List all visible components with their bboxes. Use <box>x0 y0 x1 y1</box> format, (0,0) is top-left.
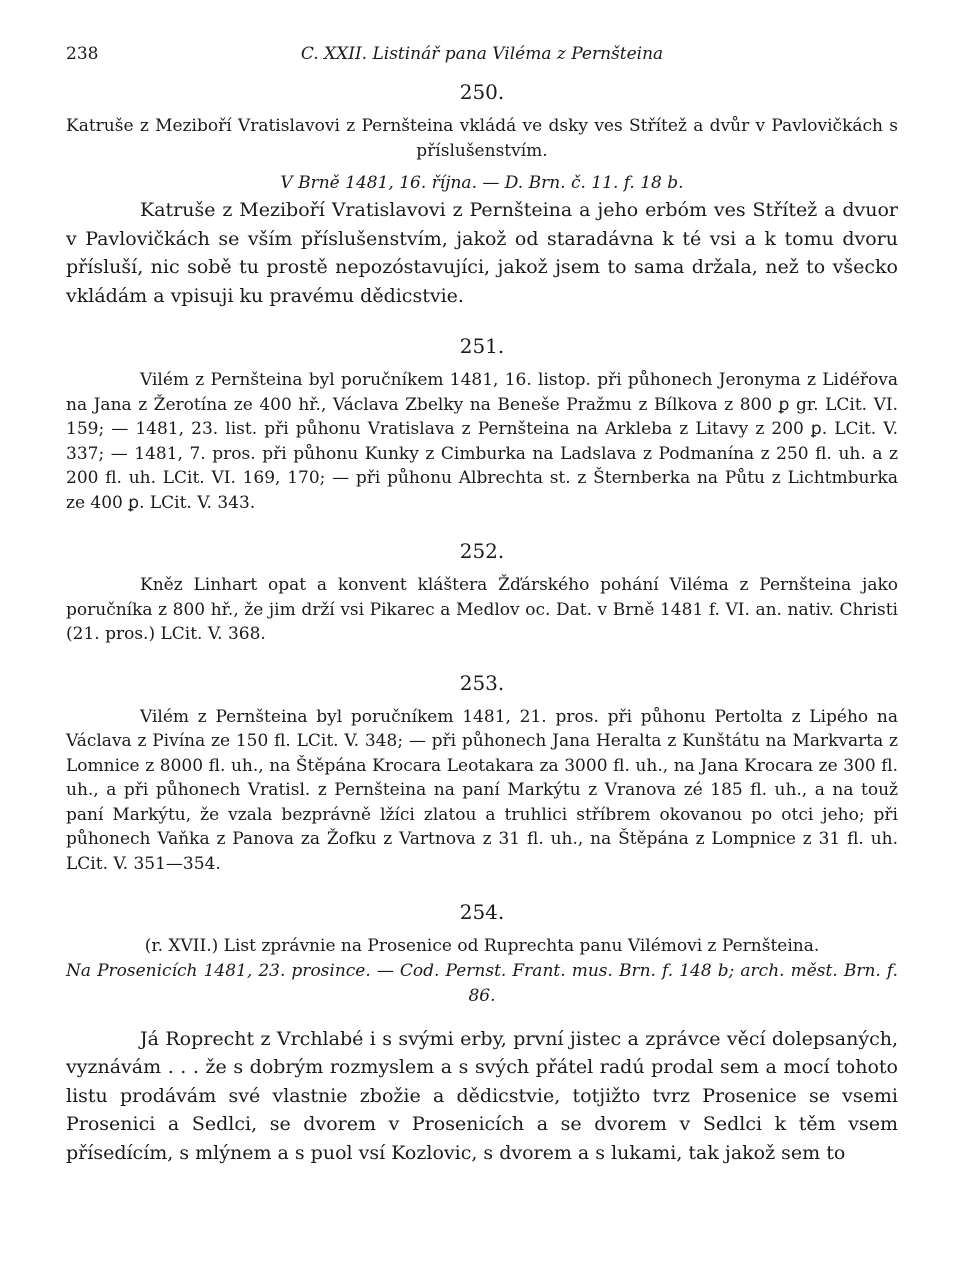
entry-number: 253. <box>459 670 505 695</box>
page-header <box>66 44 898 70</box>
entry-summary: Katruše z Meziboří Vratislavovi z Pernšteina vkládá ve dsky ves Střítež a dvůr v Pavlovičkách s příslušenstvím. <box>66 116 898 161</box>
running-head: C. XXII. Listinář pana Viléma z Pernšteina <box>300 44 664 64</box>
page-number: 238 <box>66 44 99 64</box>
entry-254 <box>66 898 898 1167</box>
entry-251 <box>66 332 898 515</box>
entry-250 <box>66 78 898 310</box>
entry-number: 252. <box>459 539 505 563</box>
entry-summary: (r. XVII.) List zprávnie na Prosenice od Ruprechta panu Vilémovi z Pernšteina. <box>144 936 820 956</box>
entry-253 <box>66 669 898 877</box>
entry-252 <box>66 537 898 647</box>
entry-number: 254. <box>459 900 505 924</box>
entry-text: Já Roprecht z Vrchlabé i s svými erby, první jistec a zprávce věcí dolepsaných, vyznávám . . . že s dobrým rozmyslem a s svých přátel radú prodal sem a mocí tohoto listu prodávám své vlastnie zbožie a dědicstvie, totjižto tvrz Prosenice se vsemi Prosenici a Sedlci, se dvorem v Prosenicích a se dvorem v Sedlci k těm vsem přísedícím, s mlýnem a s puol vsí Kozlovic, s dvorem a s lukami, tak jakož sem to <box>66 1027 898 1164</box>
entry-number: 250. <box>459 80 505 104</box>
entry-summary: Vilém z Pernšteina byl poručníkem 1481, 21. pros. při půhonu Pertolta z Lipého na Václava z Pivína ze 150 fl. LCit. V. 348; — při půhonech Jana Heralta z Kunštátu na Markvarta z Lomnice z 8000 fl. uh., na Štěpána Krocara Leotakara za 3000 fl. uh., na Jana Krocara ze 300 fl. uh., a při půhonech Vratisl. z Pernšteina na paní Markýtu z Vranova zé 185 fl. uh., a na touž paní Markýtu, že vzala bezprávně lžíci zlatou a truhlici stříbrem okovanou po otci jeho; při půhonech Vaňka z Panova za Žofku z Vartnova z 31 fl. uh., na Štěpána z Lompnice z 31 fl. uh. LCit. V. 351—354. <box>66 706 898 874</box>
entry-summary: Vilém z Pernšteina byl poručníkem 1481, 16. listop. při půhonech Jeronyma z Lidéřova na Jana z Žerotína ze 400 hř., Václava Zbelky na Beneše Pražmu z Bílkova z 800 ꝑ gr. LCit. VI. 159; — 1481, 23. list. při půhonu Vratislava z Pernšteina na Arkleba z Litavy z 200 ꝑ. LCit. V. 337; — 1481, 7. pros. při půhonu Kunky z Cimburka na Ladslava z Podmanína z 250 fl. uh. a z 200 fl. uh. LCit. VI. 169, 170; — při půhonu Albrechta st. z Šternberka na Půtu z Lichtmburka ze 400 ꝑ. LCit. V. 343. <box>66 370 898 513</box>
entry-summary: Kněz Linhart opat a konvent kláštera Žďárského pohání Viléma z Pernšteina jako poručníka z 800 hř., že jim drží vsi Pikarec a Medlov oc. Dat. v Brně 1481 f. VI. an. nativ. Christi (21. pros.) LCit. V. 368. <box>66 575 898 644</box>
entry-source: Na Prosenicích 1481, 23. prosince. — Cod. Pernst. Frant. mus. Brn. f. 148 b; arch. měst. Brn. f. 86. <box>66 960 898 1006</box>
entry-number: 251. <box>459 334 505 358</box>
entry-source: V Brně 1481, 16. října. — D. Brn. č. 11. f. 18 b. <box>280 173 684 193</box>
entry-text: Katruše z Meziboří Vratislavovi z Pernšteina a jeho erbóm ves Střítež a dvuor v Pavlovičkách se vším příslušenstvím, jakož od staradávna k té vsi a k tomu dvoru přísluší, nic sobě tu prostě nepozóstavujíci, jakož jsem to sama držala, než to všecko vkládám a vpisuji ku pravému dědicstvie. <box>66 199 898 307</box>
